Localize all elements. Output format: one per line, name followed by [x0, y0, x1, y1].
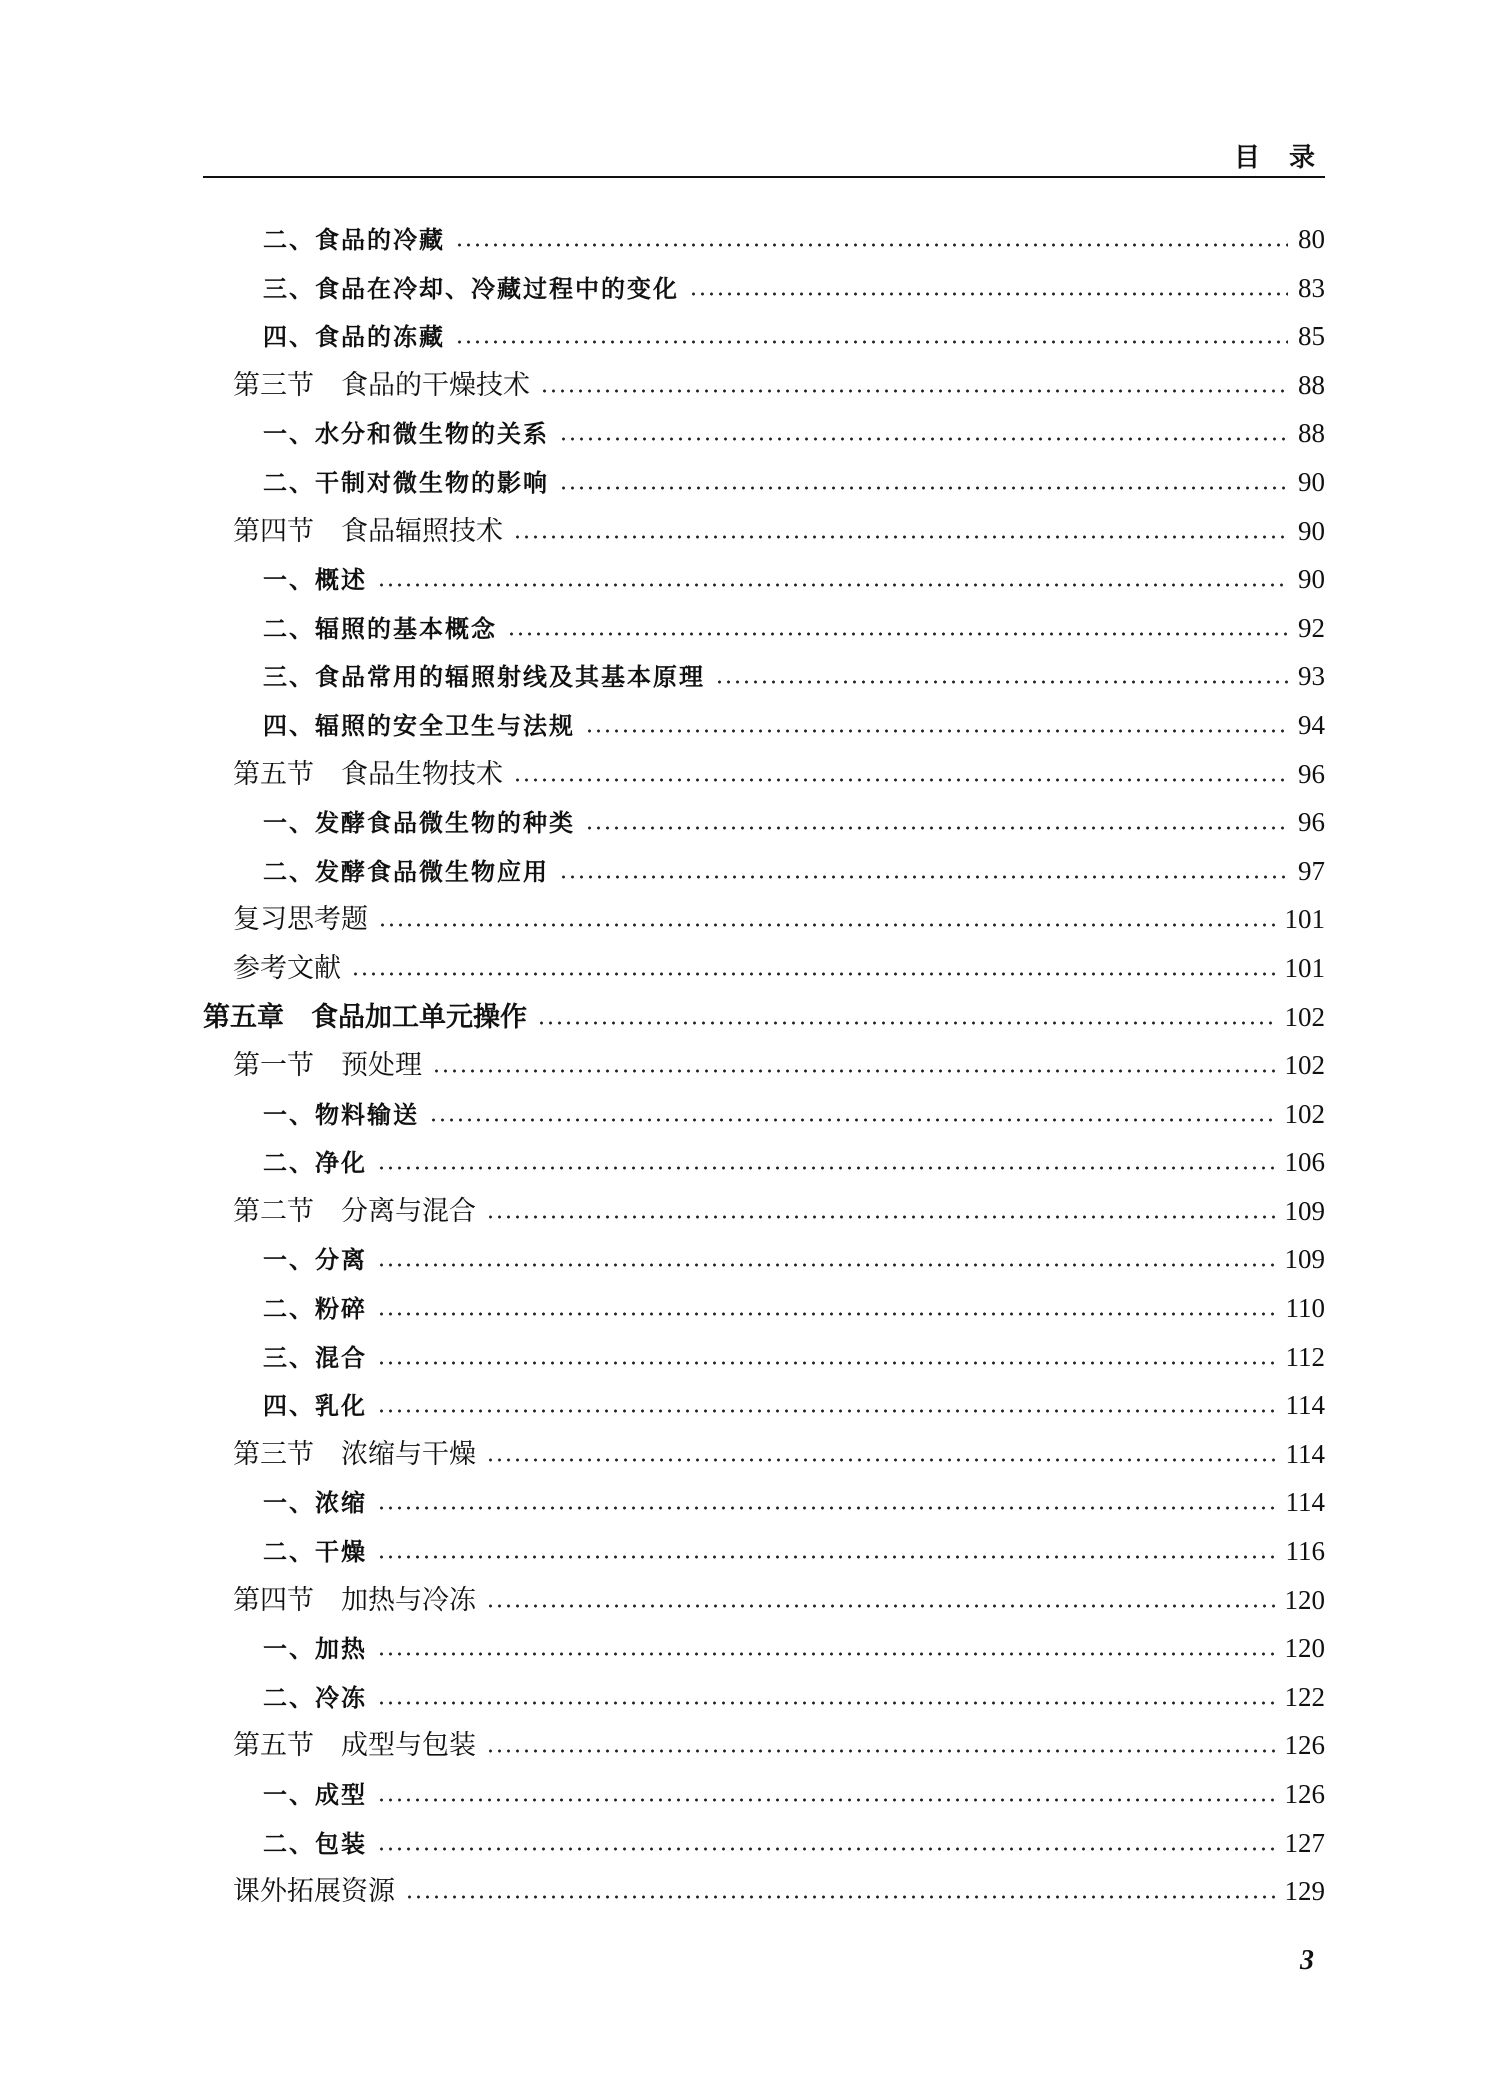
- toc-entry-page: 83: [1298, 272, 1325, 303]
- toc-entry-subsection[interactable]: [203, 1673, 1325, 1722]
- toc-entry-page: 109: [1284, 1195, 1325, 1226]
- toc-entry-label: 二、净化: [263, 1148, 367, 1178]
- toc-entry-page: 80: [1298, 224, 1325, 254]
- toc-entry-page: 85: [1298, 321, 1325, 352]
- toc-entry-subsection[interactable]: [203, 1138, 1325, 1187]
- toc-entry-section[interactable]: [203, 895, 1325, 944]
- dot-leader: [585, 728, 1288, 734]
- toc-entry-section[interactable]: [203, 507, 1325, 556]
- dot-leader: [405, 1894, 1275, 1900]
- toc-entry-label: 二、干制对微生物的影响: [263, 467, 549, 497]
- toc-entry-page: 114: [1285, 1390, 1325, 1421]
- toc-entry-page: 93: [1298, 661, 1325, 692]
- toc-entry-subsection[interactable]: [203, 701, 1325, 750]
- toc-entry-subsection[interactable]: [203, 1284, 1325, 1333]
- dot-leader: [377, 1262, 1275, 1268]
- toc-entry-section[interactable]: [203, 361, 1325, 410]
- dot-leader: [377, 1700, 1275, 1706]
- dot-leader: [377, 1651, 1275, 1657]
- toc-entry-page: 101: [1284, 904, 1325, 935]
- dot-leader: [715, 679, 1288, 685]
- toc-entry-page: 90: [1298, 515, 1325, 546]
- dot-leader: [377, 1360, 1276, 1366]
- toc-entry-subsection[interactable]: [203, 847, 1325, 896]
- toc-entry-page: 120: [1284, 1633, 1325, 1664]
- toc-entry-page: 112: [1285, 1341, 1325, 1372]
- dot-leader: [377, 582, 1288, 588]
- dot-leader: [455, 242, 1288, 248]
- toc-entry-label: 第五节 食品生物技术: [233, 758, 503, 790]
- toc-entry-page: 126: [1284, 1779, 1325, 1809]
- toc-entry-subsection[interactable]: [203, 264, 1325, 313]
- dot-leader: [377, 1797, 1275, 1803]
- toc-entry-page: 127: [1284, 1827, 1325, 1858]
- toc-entry-page: 101: [1284, 952, 1325, 983]
- toc-entry-subsection[interactable]: [203, 1478, 1325, 1527]
- toc-entry-label: 三、食品常用的辐照射线及其基本原理: [263, 662, 705, 692]
- toc-entry-label: 一、发酵食品微生物的种类: [263, 808, 575, 838]
- toc-entry-page: 122: [1284, 1681, 1325, 1712]
- toc-entry-section[interactable]: [203, 1867, 1325, 1916]
- toc-entry-page: 88: [1298, 418, 1325, 449]
- toc-entry-label: 第三节 食品的干燥技术: [233, 369, 530, 401]
- toc-entry-label: 一、概述: [263, 565, 367, 595]
- toc-entry-page: 90: [1298, 466, 1325, 497]
- toc-entry-label: 四、食品的冻藏: [263, 322, 445, 352]
- toc-entry-page: 90: [1298, 564, 1325, 595]
- toc-entry-label: 二、食品的冷藏: [263, 225, 445, 254]
- toc-entry-subsection[interactable]: [203, 1090, 1325, 1139]
- toc-entry-page: 110: [1285, 1293, 1325, 1324]
- dot-leader: [537, 1020, 1275, 1026]
- toc-entry-section[interactable]: [203, 750, 1325, 799]
- toc-entry-page: 109: [1284, 1244, 1325, 1275]
- toc-entry-subsection[interactable]: [203, 458, 1325, 507]
- toc-entry-section[interactable]: [203, 944, 1325, 993]
- toc-entry-label: 二、冷冻: [263, 1682, 367, 1712]
- toc-entry-subsection[interactable]: [203, 555, 1325, 604]
- dot-leader: [507, 631, 1288, 637]
- toc-entry-page: 97: [1298, 855, 1325, 886]
- dot-leader: [455, 339, 1288, 345]
- toc-entry-subsection[interactable]: [203, 604, 1325, 653]
- toc-entry-subsection[interactable]: [203, 798, 1325, 847]
- dot-leader: [378, 922, 1275, 928]
- dot-leader: [377, 1165, 1275, 1171]
- toc-entry-page: 114: [1285, 1438, 1325, 1469]
- toc-entry-page: 116: [1285, 1536, 1325, 1567]
- toc-entry-label: 二、发酵食品微生物应用: [263, 856, 549, 886]
- dot-leader: [429, 1117, 1275, 1123]
- dot-leader: [513, 534, 1288, 540]
- toc-entry-section[interactable]: [203, 1187, 1325, 1236]
- toc-entry-subsection[interactable]: [203, 1770, 1325, 1819]
- dot-leader: [377, 1505, 1276, 1511]
- toc-entry-subsection[interactable]: [203, 215, 1325, 264]
- toc-entry-page: 129: [1284, 1876, 1325, 1907]
- dot-leader: [585, 825, 1288, 831]
- page-header: [203, 140, 1325, 178]
- dot-leader: [351, 971, 1275, 977]
- toc-entry-label: 二、干燥: [263, 1537, 367, 1567]
- toc-entry-label: 四、乳化: [263, 1391, 367, 1421]
- toc-entry-label: 二、粉碎: [263, 1294, 367, 1324]
- toc-entry-page: 126: [1284, 1730, 1325, 1761]
- dot-leader: [486, 1214, 1275, 1220]
- dot-leader: [377, 1846, 1275, 1852]
- dot-leader: [486, 1457, 1276, 1463]
- toc-entry-section[interactable]: [203, 1041, 1325, 1090]
- dot-leader: [689, 291, 1288, 297]
- toc-entry-label: 第四节 加热与冷冻: [233, 1584, 476, 1616]
- toc-entry-page: 94: [1298, 709, 1325, 740]
- dot-leader: [559, 485, 1288, 491]
- header-title: 目 录: [1233, 143, 1325, 173]
- toc-entry-label: 第五章 食品加工单元操作: [203, 1001, 527, 1033]
- toc-entry-page: 114: [1285, 1487, 1325, 1518]
- dot-leader: [377, 1408, 1276, 1414]
- toc-entry-page: 96: [1298, 807, 1325, 838]
- toc-entry-subsection[interactable]: [203, 1819, 1325, 1868]
- toc-entry-page: 96: [1298, 758, 1325, 789]
- dot-leader: [559, 436, 1288, 442]
- toc-entry-subsection[interactable]: [203, 1235, 1325, 1284]
- toc-entry-label: 四、辐照的安全卫生与法规: [263, 710, 575, 740]
- toc-entry-subsection[interactable]: [203, 1333, 1325, 1382]
- toc-entry-subsection[interactable]: [203, 1381, 1325, 1430]
- dot-leader: [486, 1748, 1275, 1754]
- dot-leader: [432, 1068, 1275, 1074]
- toc-entry-page: 106: [1284, 1147, 1325, 1178]
- toc-entry-section[interactable]: [203, 1721, 1325, 1770]
- toc-entry-section[interactable]: [203, 1430, 1325, 1479]
- toc-entry-label: 一、浓缩: [263, 1488, 367, 1518]
- toc-entry-page: 102: [1284, 1001, 1325, 1032]
- toc-entry-label: 二、辐照的基本概念: [263, 613, 497, 643]
- dot-leader: [377, 1554, 1276, 1560]
- toc-entry-label: 课外拓展资源: [233, 1876, 395, 1908]
- toc-entry-label: 第三节 浓缩与干燥: [233, 1438, 476, 1470]
- toc-entry-subsection[interactable]: [203, 312, 1325, 361]
- toc-entry-subsection[interactable]: [203, 1624, 1325, 1673]
- toc-entry-label: 一、加热: [263, 1634, 367, 1664]
- toc-entry-label: 三、食品在冷却、冷藏过程中的变化: [263, 273, 679, 303]
- toc-entry-label: 一、水分和微生物的关系: [263, 419, 549, 449]
- toc-entry-page: 88: [1298, 369, 1325, 400]
- table-of-contents: [203, 215, 1325, 1916]
- toc-entry-label: 第四节 食品辐照技术: [233, 515, 503, 547]
- toc-entry-page: 102: [1284, 1098, 1325, 1129]
- toc-entry-chapter[interactable]: [203, 993, 1325, 1042]
- dot-leader: [486, 1603, 1275, 1609]
- toc-entry-label: 一、分离: [263, 1245, 367, 1275]
- toc-entry-label: 第二节 分离与混合: [233, 1195, 476, 1227]
- toc-entry-page: 92: [1298, 612, 1325, 643]
- toc-entry-subsection[interactable]: [203, 652, 1325, 701]
- toc-entry-label: 第一节 预处理: [233, 1050, 422, 1082]
- toc-entry-label: 参考文献: [233, 952, 341, 984]
- toc-entry-subsection[interactable]: [203, 409, 1325, 458]
- dot-leader: [559, 874, 1288, 880]
- toc-entry-label: 二、包装: [263, 1828, 367, 1858]
- toc-entry-section[interactable]: [203, 1576, 1325, 1625]
- page-number: 3: [1300, 1945, 1314, 1976]
- toc-entry-label: 一、物料输送: [263, 1099, 419, 1129]
- toc-entry-page: 102: [1284, 1050, 1325, 1081]
- toc-entry-subsection[interactable]: [203, 1527, 1325, 1576]
- toc-entry-label: 复习思考题: [233, 904, 368, 936]
- dot-leader: [540, 388, 1288, 394]
- dot-leader: [377, 1311, 1276, 1317]
- toc-entry-label: 第五节 成型与包装: [233, 1730, 476, 1762]
- toc-entry-page: 120: [1284, 1584, 1325, 1615]
- toc-entry-label: 一、成型: [263, 1780, 367, 1809]
- dot-leader: [513, 777, 1288, 783]
- toc-entry-label: 三、混合: [263, 1342, 367, 1372]
